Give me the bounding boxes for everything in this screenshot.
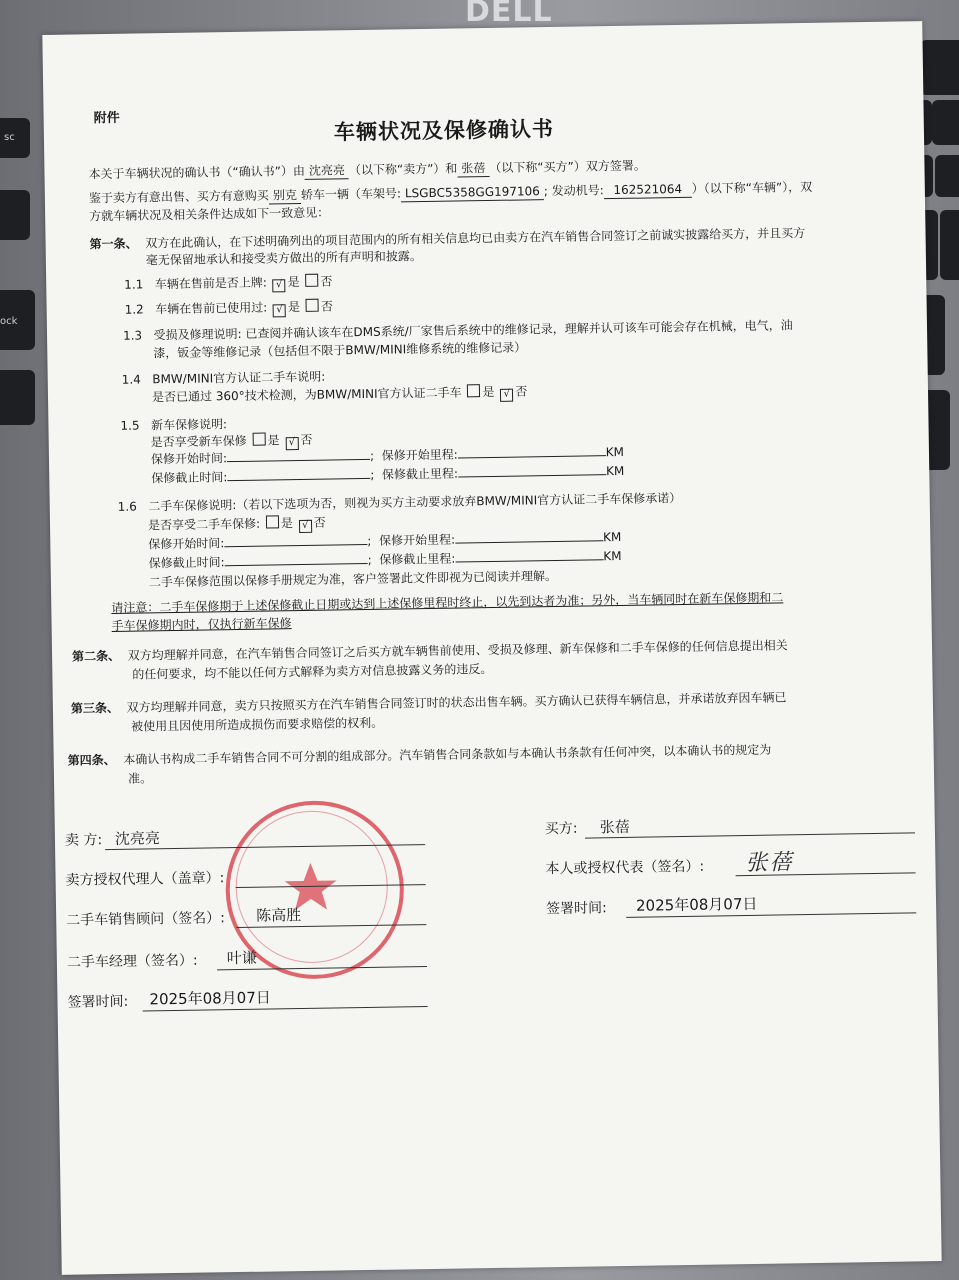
key-right-num2: [940, 210, 959, 280]
used-warranty-end-time-field: [225, 563, 368, 566]
item-1-3-line-2: 漆，钣金等维修记录（包括但不限于BMW/MINI维修系统的维修记录）: [153, 340, 527, 361]
key-left-caps: ock: [0, 290, 35, 350]
buyer-name: 张蓓: [599, 817, 630, 837]
key-left-mid: [0, 190, 30, 240]
sales-advisor-name: 陈高胜: [256, 906, 302, 925]
buyer-sign-date: 2025年08月07日: [635, 894, 758, 915]
used-warranty-start-km-field: [455, 540, 603, 543]
buyer-name-fill: 张蓓: [457, 160, 489, 178]
item-1-6-line-2: 是否享受二手车保修: 是 √ 否: [147, 515, 326, 533]
checkbox-1-4-yes[interactable]: [467, 384, 480, 397]
engine-fill: 162521064: [604, 181, 692, 199]
used-warranty-end-km-field: [455, 559, 603, 562]
intro-line-3: 方就车辆状况及相关条件达成如下一致意见：: [89, 205, 330, 224]
new-warranty-start-km-field: [458, 455, 606, 458]
used-car-manager-label: 二手车经理（签名）:: [66, 952, 198, 971]
seller-name: 沈亮亮: [114, 829, 161, 848]
article-3-line-2: 被使用且因使用所造成损伤而要求赔偿的权利。: [131, 715, 384, 734]
checkbox-1-6-no[interactable]: √: [299, 520, 312, 533]
sales-advisor-label: 二手车销售顾问（签名）:: [66, 910, 226, 929]
key-right-num1: [935, 155, 959, 197]
item-1-4-line-1: 1.4 BMW/MINI官方认证二手车说明:: [121, 369, 326, 387]
used-warranty-start-time-field: [224, 544, 367, 547]
buyer-sign-date-label: 签署时间:: [545, 900, 607, 918]
seller-agent-label: 卖方授权代理人（盖章）:: [65, 870, 225, 889]
attachment-label: 附件: [93, 110, 120, 127]
checkbox-1-5-no[interactable]: √: [285, 437, 298, 450]
key-left-low: [0, 370, 35, 425]
article-2-line-1: 第二条、 双方均理解并同意，在汽车销售合同签订之后买方就车辆售前使用、受损及修理、新车保修和二手车保修的任何信息提出相关: [71, 638, 788, 664]
vin-fill: LSGBC5358GG197106: [401, 183, 544, 202]
warranty-note-line-2: 手车保修期内时，仅执行新车保修: [111, 616, 292, 633]
checkbox-1-1-no[interactable]: [305, 274, 318, 287]
item-1-5-line-2: 是否享受新车保修 是 √ 否: [150, 432, 313, 450]
item-1-1: 1.1 车辆在售前是否上牌: √ 是 否: [124, 274, 333, 292]
article-4-line-2: 准。: [127, 771, 153, 786]
used-car-manager-name: 叶谦: [226, 948, 257, 968]
new-warranty-end-km-field: [458, 474, 606, 477]
item-1-3-line-1: 1.3 受损及修理说明: 已查阅并确认该车在DMS系统/厂家售后系统中的维修记录，理解并认可该车可能会存在机械，电气，油: [122, 318, 793, 343]
seller-label: 卖 方:: [64, 832, 103, 849]
article-1-line-2: 毫无保留地承认和接受卖方做出的所有声明和披露。: [145, 249, 422, 268]
seller-sign-date-label: 签署时间:: [67, 993, 129, 1011]
warranty-note-line-1: 请注意：二手车保修期于上述保修截止日期或达到上述保修里程时终止，以先到达者为准；另外，当车辆同时在新车保修期和二: [111, 590, 784, 615]
key-right-del: [932, 100, 959, 145]
item-1-6-line-1: 1.6 二手车保修说明:（若以下选项为否，则视为买方主动要求放弃BMW/MINI官方认证二手车保修承诺）: [117, 491, 682, 514]
item-1-2: 1.2 车辆在售前已使用过: √ 是 否: [124, 299, 334, 317]
key-right-top: [920, 40, 959, 95]
document-page: [42, 21, 941, 1275]
checkbox-1-2-no[interactable]: [306, 299, 319, 312]
key-left-top: sc: [0, 118, 30, 158]
buyer-handwritten-signature: 张蓓: [745, 850, 794, 877]
checkbox-1-5-yes[interactable]: [252, 433, 265, 446]
intro-line-2: 鉴于卖方有意出售、买方有意购买 别克 轿车一辆（车架号: LSGBC5358GG197106 ; 发动机号: 162521064 ）（以下称“车辆”），双: [88, 179, 813, 206]
document-title: 车辆状况及保修确认书: [333, 116, 555, 145]
item-1-4-line-2: 是否已通过 360°技术检测，为BMW/MINI官方认证二手车 是 √ 否: [151, 384, 528, 405]
item-1-6-start: 保修开始时间: ; 保修开始里程: KM: [148, 529, 622, 552]
checkbox-1-6-yes[interactable]: [266, 515, 279, 528]
buyer-underline: [585, 832, 915, 838]
checkbox-1-2-yes[interactable]: √: [273, 304, 286, 317]
dell-logo: DELL: [465, 0, 553, 29]
article-3-line-1: 第三条、 双方均理解并同意，卖方只按照买方在汽车销售合同签订时的状态出售车辆。买方确认已获得车辆信息，并承诺放弃因车辆已: [70, 690, 787, 716]
article-2-line-2: 的任何要求，均不能以任何方式解释为卖方对信息披露义务的违反。: [132, 661, 493, 682]
article-1-line-1: 第一条、 双方在此确认，在下述明确列出的项目范围内的所有相关信息均已由卖方在汽车销售合同签订之前诚实披露给买方，并且买方: [89, 226, 806, 252]
item-1-5-end: 保修截止时间: ; 保修截止里程: KM: [151, 463, 625, 486]
article-4-line-1: 第四条、 本确认书构成二手车销售合同不可分割的组成部分。汽车销售合同条款如与本确认书条款有任何冲突，以本确认书的规定为: [67, 742, 772, 768]
item-1-6-end: 保修截止时间: ; 保修截止里程: KM: [148, 548, 622, 571]
new-warranty-start-time-field: [227, 459, 370, 462]
buyer-label: 买方:: [544, 820, 578, 838]
seller-name-fill: 沈亮亮: [305, 162, 349, 180]
checkbox-1-4-no[interactable]: √: [500, 389, 513, 402]
new-warranty-end-time-field: [227, 478, 370, 481]
item-1-6-scope: 二手车保修范围以保修手册规定为准，客户签署此文件即视为已阅读并理解。: [148, 568, 558, 590]
item-1-5-line-1: 1.5 新车保修说明:: [120, 417, 228, 433]
intro-line-1: 本关于车辆状况的确认书（“确认书”）由 沈亮亮 （以下称“卖方”）和 张蓓 （以下称“买方”）双方签署。: [88, 158, 646, 182]
buyer-representative-label: 本人或授权代表（签名）:: [545, 858, 705, 878]
checkbox-1-1-yes[interactable]: √: [273, 279, 286, 292]
item-1-5-start: 保修开始时间: ; 保修开始里程: KM: [150, 444, 625, 467]
seller-sign-date: 2025年08月07日: [149, 988, 271, 1009]
model-fill: 别克: [269, 187, 301, 205]
